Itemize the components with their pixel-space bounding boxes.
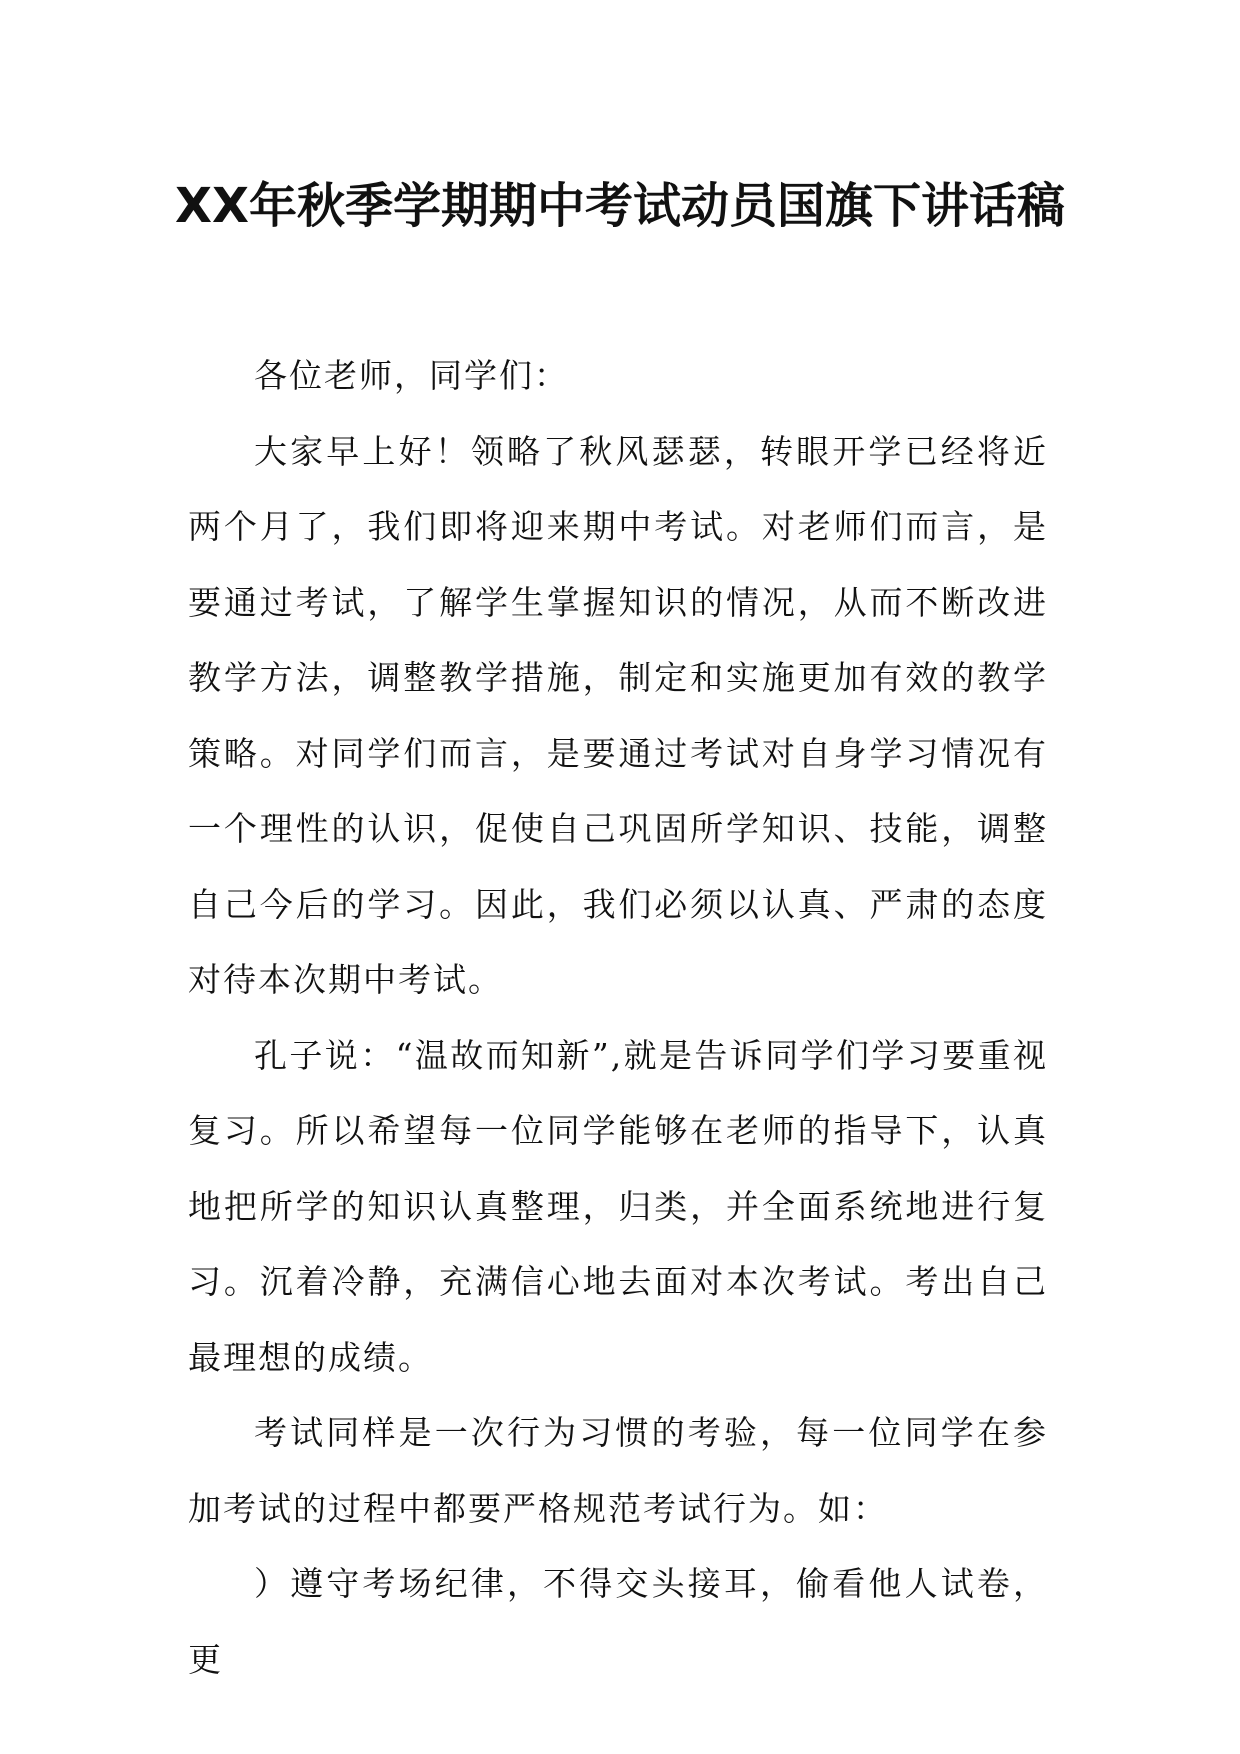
body-paragraph: 孔子说：“温故而知新”,就是告诉同学们学习要重视复习。所以希望每一位同学能够在老师的指导下，认真地把所学的知识认真整理，归类，并全面系统地进行复习。沉着冷静，充满信心地去面对本次考试。考出自己最理想的成绩。 (188, 1035, 1048, 1377)
document-title: XX年秋季学期期中考试动员国旗下讲话稿 (174, 178, 1066, 234)
body-paragraph: ）遵守考场纪律，不得交头接耳，偷看他人试卷，更 (188, 1564, 1048, 1679)
salutation-paragraph: 各位老师，同学们： (254, 356, 569, 395)
body-paragraph: 考试同样是一次行为习惯的考验，每一位同学在参加考试的过程中都要严格规范考试行为。如： (188, 1413, 1048, 1528)
body-paragraph: 大家早上好！领略了秋风瑟瑟，转眼开学已经将近两个月了，我们即将迎来期中考试。对老师们而言，是要通过考试，了解学生掌握知识的情况，从而不断改进教学方法，调整教学措施，制定和实施更加有效的教学策略。对同学们而言，是要通过考试对自身学习情况有一个理性的认识，促使自己巩固所学知识、技能，调整自己今后的学习。因此，我们必须以认真、严肃的态度对待本次期中考试。 (188, 431, 1048, 999)
document-body (188, 338, 1048, 1697)
